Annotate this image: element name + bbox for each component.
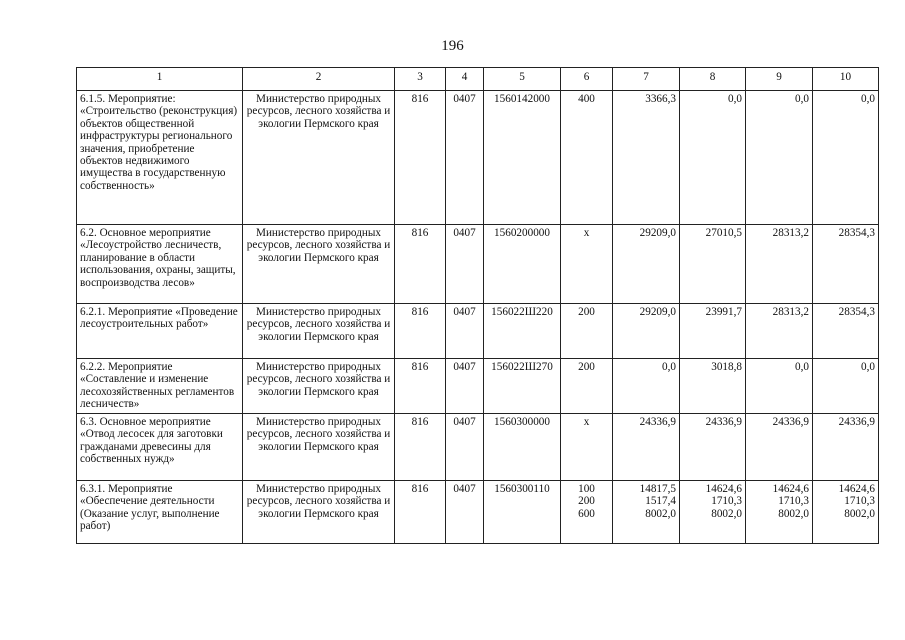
expense-type-cell: 400 — [561, 91, 613, 225]
ministry-code-cell: 816 — [395, 91, 446, 225]
section-code-cell: 0407 — [446, 304, 484, 359]
column-header: 7 — [613, 68, 680, 91]
target-article-cell: 1560300000 — [484, 414, 561, 481]
executor-cell: Министерство природных ресурсов, лесного хозяйства и экологии Пермского края — [243, 481, 395, 544]
value-cell-col10: 24336,9 — [813, 414, 879, 481]
value-cell-col10: 28354,3 — [813, 304, 879, 359]
value-cell-col8: 23991,7 — [680, 304, 746, 359]
page-number: 196 — [441, 38, 464, 54]
section-code-cell: 0407 — [446, 414, 484, 481]
value-cell-col7: 14817,5 1517,4 8002,0 — [613, 481, 680, 544]
value-cell-col9: 24336,9 — [746, 414, 813, 481]
target-article-cell: 1560300110 — [484, 481, 561, 544]
column-header: 9 — [746, 68, 813, 91]
activity-name: 6.2.1. Мероприятие «Проведение лесоустроительных работ» — [77, 304, 243, 359]
column-header: 8 — [680, 68, 746, 91]
activity-name: 6.2.2. Мероприятие «Составление и изменение лесохозяйственных регламентов лесничеств» — [77, 359, 243, 414]
value-cell-col9: 14624,6 1710,3 8002,0 — [746, 481, 813, 544]
column-header: 3 — [395, 68, 446, 91]
expense-type-cell: 200 — [561, 304, 613, 359]
budget-table — [76, 67, 879, 544]
expense-type-cell: 100 200 600 — [561, 481, 613, 544]
value-cell-col8: 0,0 — [680, 91, 746, 225]
value-cell-col9: 0,0 — [746, 91, 813, 225]
activity-name: 6.2. Основное мероприятие «Лесоустройство лесничеств, планирование в области использования, охраны, защиты, воспроизводства лесов» — [77, 225, 243, 304]
section-code-cell: 0407 — [446, 225, 484, 304]
value-cell-col10: 14624,6 1710,3 8002,0 — [813, 481, 879, 544]
value-cell-col7: 29209,0 — [613, 225, 680, 304]
activity-name: 6.3.1. Мероприятие «Обеспечение деятельности (Оказание услуг, выполнение работ) — [77, 481, 243, 544]
table-row — [77, 481, 879, 544]
target-article-cell: 1560142000 — [484, 91, 561, 225]
value-cell-col9: 0,0 — [746, 359, 813, 414]
value-cell-col8: 14624,6 1710,3 8002,0 — [680, 481, 746, 544]
executor-cell: Министерство природных ресурсов, лесного хозяйства и экологии Пермского края — [243, 91, 395, 225]
executor-cell: Министерство природных ресурсов, лесного хозяйства и экологии Пермского края — [243, 414, 395, 481]
expense-type-cell: x — [561, 225, 613, 304]
value-cell-col10: 0,0 — [813, 91, 879, 225]
value-cell-col9: 28313,2 — [746, 304, 813, 359]
section-code-cell: 0407 — [446, 481, 484, 544]
table-row — [77, 414, 879, 481]
target-article-cell: 156022Ш270 — [484, 359, 561, 414]
ministry-code-cell: 816 — [395, 304, 446, 359]
ministry-code-cell: 816 — [395, 225, 446, 304]
column-header: 2 — [243, 68, 395, 91]
table-row — [77, 304, 879, 359]
value-cell-col10: 28354,3 — [813, 225, 879, 304]
column-header: 5 — [484, 68, 561, 91]
value-cell-col7: 0,0 — [613, 359, 680, 414]
table-row — [77, 91, 879, 225]
table-row — [77, 225, 879, 304]
executor-cell: Министерство природных ресурсов, лесного хозяйства и экологии Пермского края — [243, 359, 395, 414]
ministry-code-cell: 816 — [395, 481, 446, 544]
section-code-cell: 0407 — [446, 91, 484, 225]
column-header: 1 — [77, 68, 243, 91]
column-header: 4 — [446, 68, 484, 91]
section-code-cell: 0407 — [446, 359, 484, 414]
value-cell-col10: 0,0 — [813, 359, 879, 414]
target-article-cell: 1560200000 — [484, 225, 561, 304]
value-cell-col7: 29209,0 — [613, 304, 680, 359]
value-cell-col8: 3018,8 — [680, 359, 746, 414]
value-cell-col7: 24336,9 — [613, 414, 680, 481]
executor-cell: Министерство природных ресурсов, лесного хозяйства и экологии Пермского края — [243, 225, 395, 304]
column-header: 6 — [561, 68, 613, 91]
expense-type-cell: 200 — [561, 359, 613, 414]
value-cell-col8: 27010,5 — [680, 225, 746, 304]
header-row — [77, 68, 879, 91]
expense-type-cell: x — [561, 414, 613, 481]
target-article-cell: 156022Ш220 — [484, 304, 561, 359]
ministry-code-cell: 816 — [395, 359, 446, 414]
activity-name: 6.3. Основное мероприятие «Отвод лесосек для заготовки гражданами древесины для собственных нужд» — [77, 414, 243, 481]
executor-cell: Министерство природных ресурсов, лесного хозяйства и экологии Пермского края — [243, 304, 395, 359]
value-cell-col7: 3366,3 — [613, 91, 680, 225]
table-row — [77, 359, 879, 414]
value-cell-col9: 28313,2 — [746, 225, 813, 304]
column-header: 10 — [813, 68, 879, 91]
activity-name: 6.1.5. Мероприятие: «Строительство (реконструкция) объектов общественной инфраструктуры регионального значения, приобретение объектов недвижимого имущества в государственную собственность» — [77, 91, 243, 225]
ministry-code-cell: 816 — [395, 414, 446, 481]
value-cell-col8: 24336,9 — [680, 414, 746, 481]
